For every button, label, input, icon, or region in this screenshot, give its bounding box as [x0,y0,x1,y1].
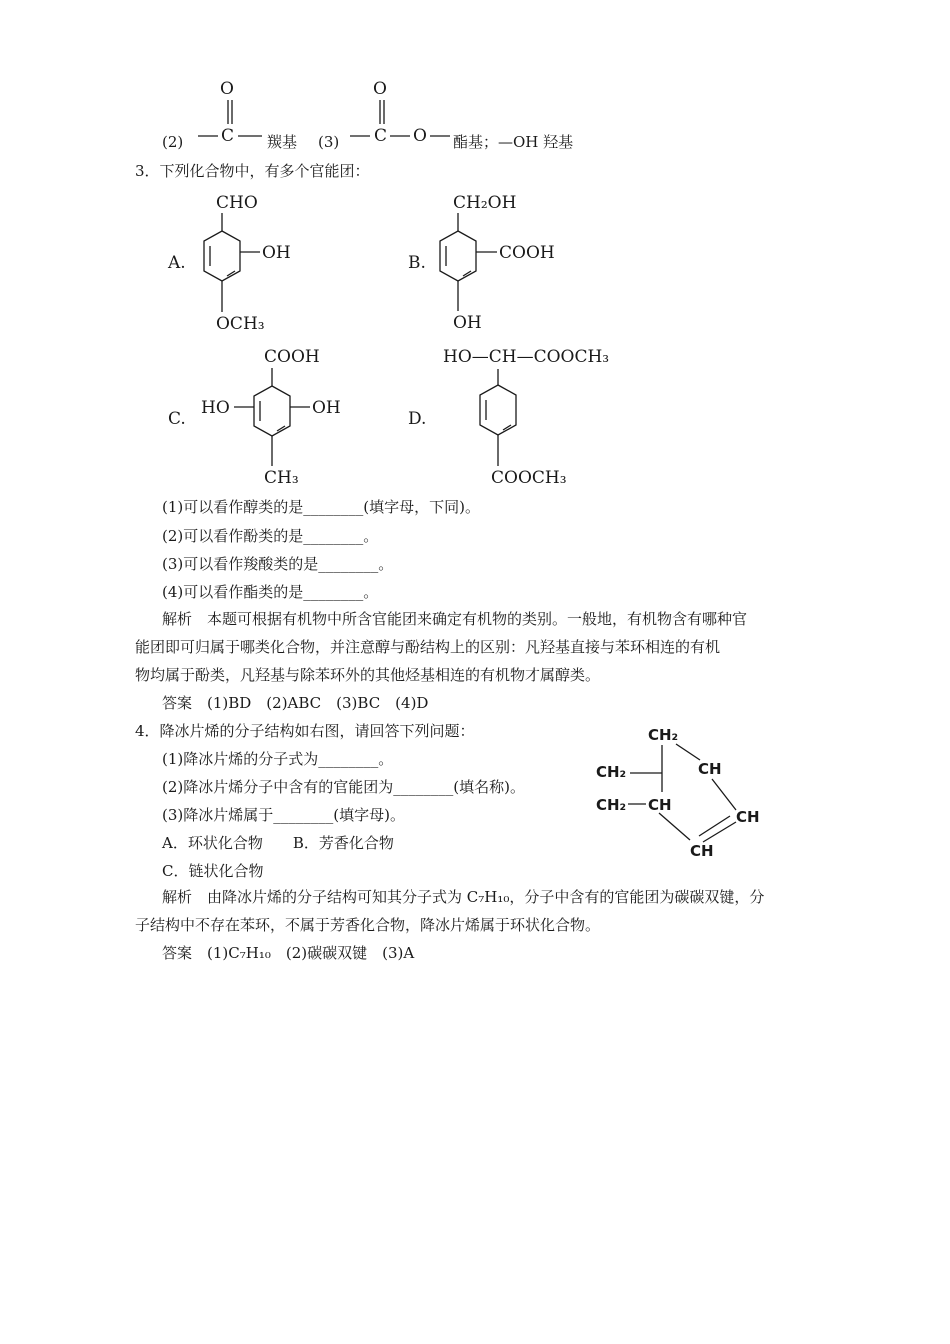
compound-a-cho: CHO [216,193,258,213]
norbornene-bridgehead-ch-left: CH [648,796,672,814]
compound-b-oh: OH [453,313,482,333]
q3-question-4: (4)可以看作酯类的是________。 [162,583,379,601]
norbornene-alkene-ch-bottom: CH [690,842,714,860]
q4-stem: 4．降冰片烯的分子结构如右图，请回答下列问题： [135,722,475,740]
carbonyl-oxygen: O [220,79,234,99]
norbornene-bridgehead-ch-right: CH [698,760,722,778]
norbornene-upper-ch2: CH₂ [596,763,627,781]
q3-question-3: (3)可以看作羧酸类的是________。 [162,555,394,573]
q3-question-1: (1)可以看作醇类的是________(填字母，下同)。 [162,498,480,516]
compound-c-oh: OH [312,398,341,418]
compound-a-oh: OH [262,243,291,263]
compound-a-och3: OCH₃ [216,314,265,334]
norbornene-bridge-ch2: CH₂ [648,726,679,744]
q3-analysis-line-3: 物均属于酚类，凡羟基与除苯环外的其他烃基相连的有机物才属醇类。 [135,666,601,684]
q4-options-line-2: C．链状化合物 [162,862,264,880]
compound-b-label: B. [408,253,426,273]
compound-d-cooch3: COOCH₃ [491,468,567,488]
carbonyl-carbon: C [221,126,235,146]
item-3-number: (3) [318,133,340,151]
compound-c-ho: HO [201,398,230,418]
q4-answer: 答案 (1)C₇H₁₀ (2)碳碳双键 (3)A [162,944,415,962]
compound-c-cooh: COOH [264,347,320,367]
q3-stem: 3．下列化合物中，有多个官能团： [135,162,370,180]
compound-d-top-chain: HO—CH—COOCH₃ [443,347,610,367]
compound-b-ch2oh: CH₂OH [453,193,517,213]
norbornene-lower-ch2: CH₂ [596,796,627,814]
item-2-number: (2) [162,133,184,151]
q3-analysis-line-2: 能团即可归属于哪类化合物，并注意醇与酚结构上的区别：凡羟基直接与苯环相连的有机 [135,638,721,656]
ester-carbon: C [374,126,388,146]
q4-analysis-line-2: 子结构中不存在苯环，不属于芳香化合物，降冰片烯属于环状化合物。 [135,916,601,934]
compound-a-label: A. [168,253,186,273]
compound-d-label: D. [408,409,427,429]
q4-question-1: (1)降冰片烯的分子式为________。 [162,750,394,768]
ester-oxygen-single: O [413,126,427,146]
q3-answer: 答案 (1)BD (2)ABC (3)BC (4)D [162,694,429,712]
compound-c-label: C. [168,409,186,429]
norbornene-alkene-ch-right: CH [736,808,760,826]
compound-b-cooh: COOH [499,243,555,263]
compound-c-ch3: CH₃ [264,468,299,488]
q4-analysis-line-1: 解析 由降冰片烯的分子结构可知其分子式为 C₇H₁₀，分子中含有的官能团为碳碳双键，分 [162,888,765,906]
q3-analysis-line-1: 解析 本题可根据有机物中所含官能团来确定有机物的类别。一般地，有机物含有哪种官 [162,610,748,628]
q4-question-2: (2)降冰片烯分子中含有的官能团为________(填名称)。 [162,778,525,796]
ester-oxygen-double: O [373,79,387,99]
carbonyl-name: 羰基 [267,133,298,151]
q3-question-2: (2)可以看作酚类的是________。 [162,527,379,545]
ester-hydroxyl-names: 酯基；—OH 羟基 [453,133,574,151]
q4-options-line-1: A．环状化合物 B．芳香化合物 [162,834,394,852]
q4-question-3: (3)降冰片烯属于________(填字母)。 [162,806,405,824]
